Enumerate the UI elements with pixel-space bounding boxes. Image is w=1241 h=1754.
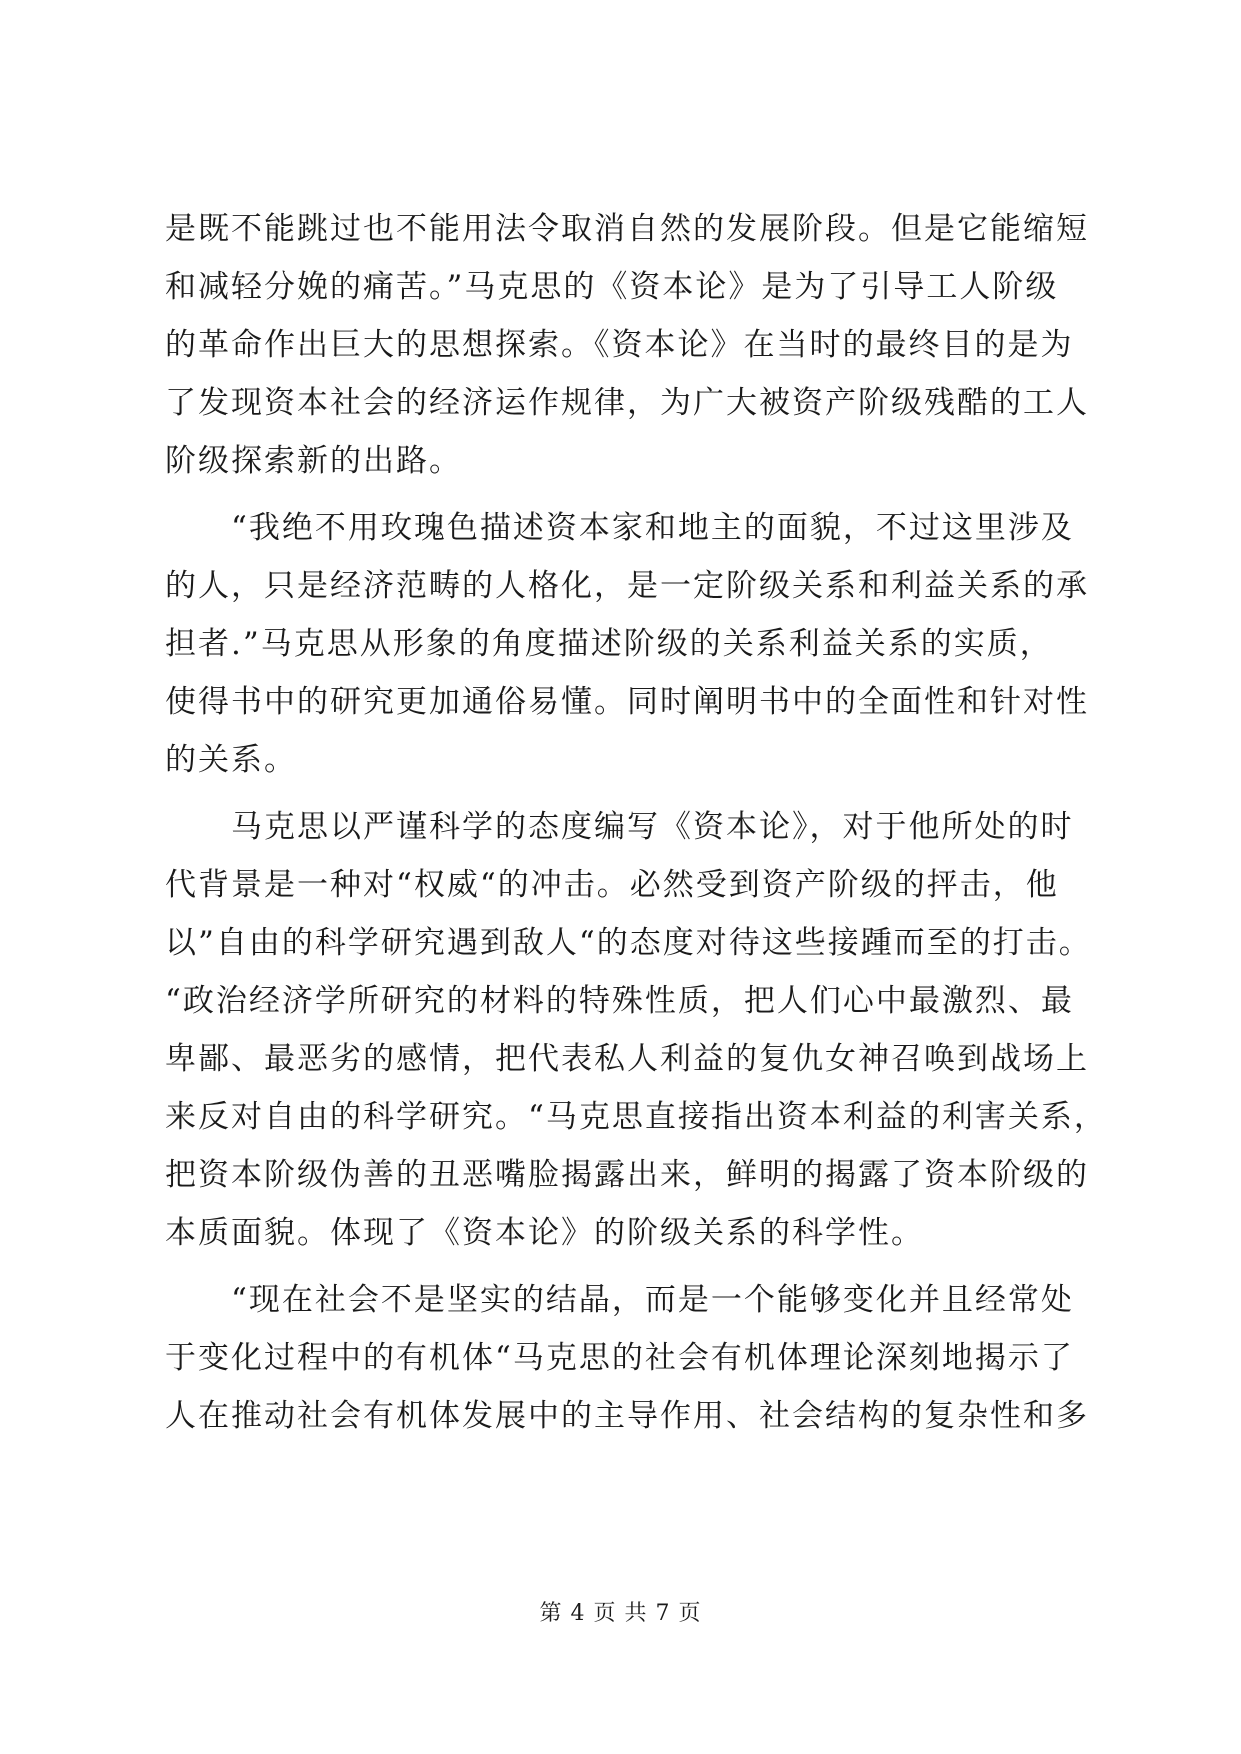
body-text <box>165 200 1107 1445</box>
text-line: 使得书中的研究更加通俗易懂。同时阐明书中的全面性和针对性 <box>165 684 1089 720</box>
text-line: 阶级探索新的出路。 <box>165 443 462 479</box>
text-line: 马克思以严谨科学的态度编写《资本论》，对于他所处的时 <box>165 809 1074 845</box>
text-line: 人在推动社会有机体发展中的主导作用、社会结构的复杂性和多 <box>165 1398 1089 1434</box>
text-line: “现在社会不是坚实的结晶，而是一个能够变化并且经常处 <box>165 1282 1074 1318</box>
text-line: 代背景是一种对“权威“的冲击。必然受到资产阶级的抨击，他 <box>165 867 1059 903</box>
paragraph <box>165 499 1089 789</box>
paragraph <box>165 200 1089 490</box>
text-line: 担者.”马克思从形象的角度描述阶级的关系利益关系的实质， <box>165 626 1053 662</box>
text-line: 的人，只是经济范畴的人格化，是一定阶级关系和利益关系的承 <box>165 568 1089 604</box>
text-line: 来反对自由的科学研究。“马克思直接指出资本利益的利害关系， <box>165 1099 1107 1135</box>
text-line: 于变化过程中的有机体“马克思的社会有机体理论深刻地揭示了 <box>165 1340 1074 1376</box>
text-line: 的关系。 <box>165 742 297 778</box>
text-line: 本质面貌。体现了《资本论》的阶级关系的科学性。 <box>165 1215 924 1251</box>
text-line: 了发现资本社会的经济运作规律，为广大被资产阶级残酷的工人 <box>165 385 1089 421</box>
text-line: “政治经济学所研究的材料的特殊性质，把人们心中最激烈、最 <box>165 983 1074 1019</box>
page-number-footer: 第 4 页 共 7 页 <box>539 1601 702 1626</box>
paragraph <box>165 798 1107 1262</box>
paragraph <box>165 1271 1089 1445</box>
text-line: 和减轻分娩的痛苦。”马克思的《资本论》是为了引导工人阶级 <box>165 269 1059 305</box>
text-line: 以”自由的科学研究遇到敌人“的态度对待这些接踵而至的打击。 <box>165 925 1092 961</box>
text-line: 卑鄙、最恶劣的感情，把代表私人利益的复仇女神召唤到战场上 <box>165 1041 1089 1077</box>
text-line: 的革命作出巨大的思想探索。《资本论》在当时的最终目的是为 <box>165 327 1074 363</box>
text-line: 把资本阶级伪善的丑恶嘴脸揭露出来，鲜明的揭露了资本阶级的 <box>165 1157 1089 1193</box>
text-line: “我绝不用玫瑰色描述资本家和地主的面貌，不过这里涉及 <box>165 510 1074 546</box>
text-line: 是既不能跳过也不能用法令取消自然的发展阶段。但是它能缩短 <box>165 211 1089 247</box>
